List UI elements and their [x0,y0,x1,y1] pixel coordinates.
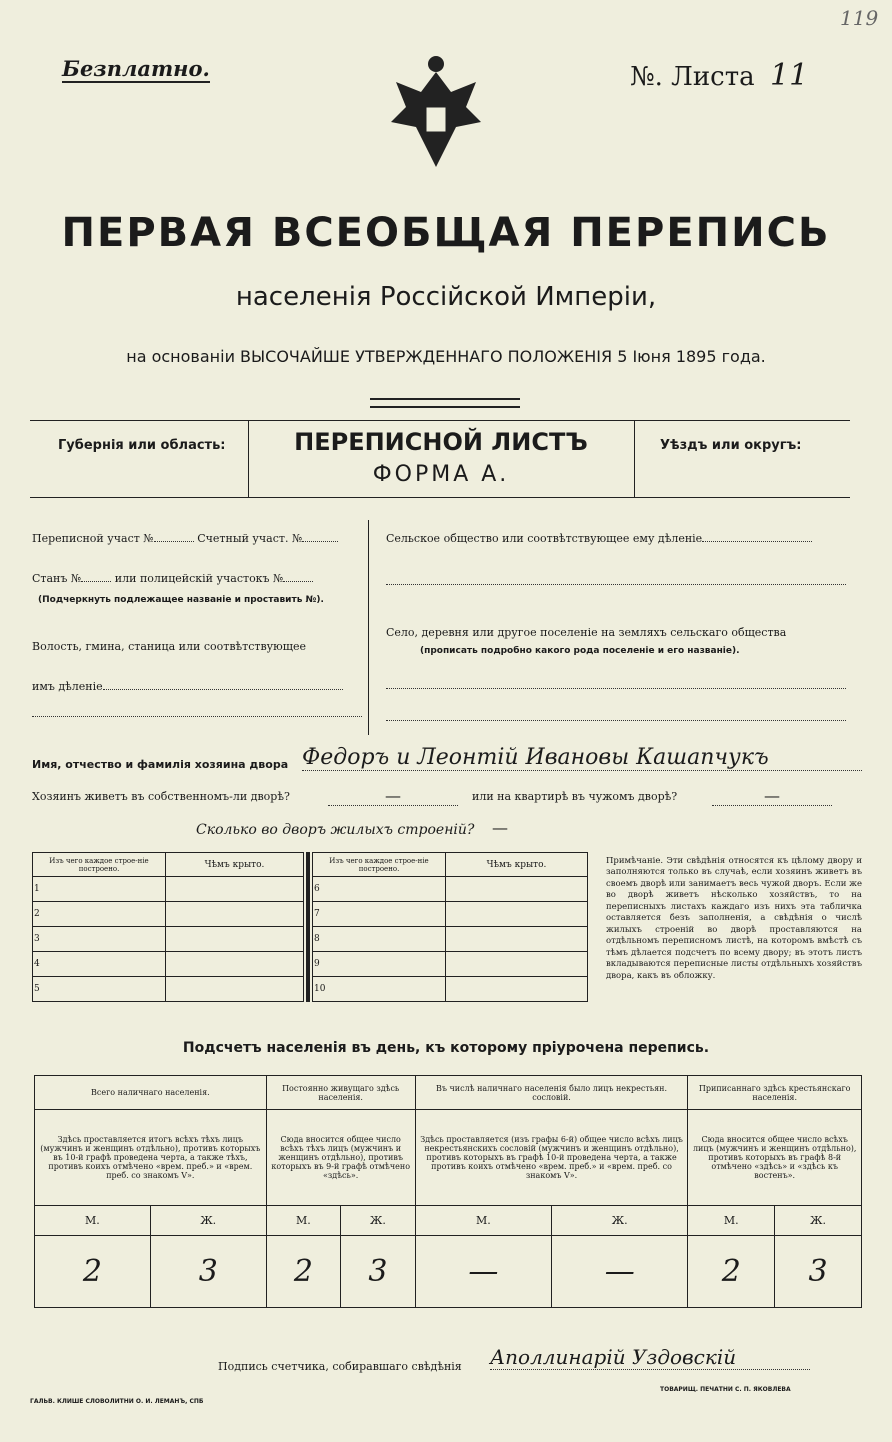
zh-label: Ж. [341,1206,416,1236]
row-number: 9 [314,959,320,969]
row-5[interactable] [33,977,166,1002]
count-header-nonpeasant: Въ числѣ наличнаго населенія было лицъ некрестьян. сословій. [415,1076,688,1110]
owner-value[interactable]: Федоръ и Леонтiй Ивановы Кашапчукъ [302,745,862,771]
row-6[interactable] [313,877,446,902]
volost-field [32,680,362,693]
zh-label: Ж. [775,1206,862,1236]
owner-label: Имя, отчество и фамилія хозяина двора [32,758,289,771]
count-header-resident: Постоянно живущаго здѣсь населенія. [266,1076,415,1110]
row-number: 10 [314,984,326,994]
value-peasant-m[interactable]: 2 [688,1236,775,1308]
row-number: 7 [314,909,320,919]
count-table [34,1075,862,1308]
footer-left: ГАЛЬВ. КЛИШЕ СЛОВОЛИТНИ О. И. ЛЕМАНЪ, СПБ [30,1398,204,1405]
m-label: М. [688,1206,775,1236]
buildings-question: Сколько во дворъ жилыхъ строеній? [196,822,475,838]
police-label: или полицейскій участокъ № [114,572,284,585]
form-name: ФОРМА А. [372,462,510,487]
count-header-peasant: Приписаннаго здѣсь крестьянскаго населенія. [688,1076,862,1110]
signature-value[interactable]: Аполлинарiй Уздовскiй [490,1345,810,1370]
row-8[interactable] [313,927,446,952]
row-roof[interactable] [446,952,588,977]
guberniya-label: Губернія или область: [58,438,226,453]
sheet-label: №. Листа [630,62,755,92]
row-7[interactable] [313,902,446,927]
col-roof-left: Чѣмъ крыто. [166,853,304,877]
row-3[interactable] [33,927,166,952]
free-label: Безплатно. [62,56,210,81]
village-label: Село, деревня или другое поселеніе на земляхъ сельскаго общества [386,626,787,639]
buildings-table-left [32,852,304,1002]
value-resident-zh[interactable]: 3 [341,1236,416,1308]
row-roof[interactable] [446,877,588,902]
lives-label: Хозяинъ живетъ въ собственномъ-ли дворѣ? [32,790,290,803]
society-label: Сельское общество или соотвѣтствующее ему дѣленіе [386,532,703,545]
uezd-label: Уѣздъ или округъ: [660,438,802,453]
row-roof[interactable] [166,977,304,1002]
page-subtitle: населенія Россійской Имперіи, [235,282,657,312]
col-built-left: Изъ чего каждое строе-ніе построено. [33,853,166,877]
row-roof[interactable] [166,952,304,977]
society-field [386,532,846,545]
col-built-right: Изъ чего каждое строе-ніе построено. [313,853,446,877]
uchastok-blank[interactable] [154,541,194,542]
village-blank-1[interactable] [386,688,846,689]
society-blank[interactable] [702,541,812,542]
count-header-total: Всего наличнаго населенія. [35,1076,267,1110]
footer-right: ТОВАРИЩ. ПЕЧАТНИ С. П. ЯКОВЛЕВА [660,1386,791,1393]
row-roof[interactable] [166,877,304,902]
count-desc-peasant: Сюда вносится общее число всѣхъ лицъ (мужчинъ и женщинъ отдѣльно), противъ которыхъ въ графѣ 8-й отмѣчено «здѣсь» и «здѣсь къ востенъ». [688,1110,862,1206]
volost-blank-2[interactable] [32,716,362,717]
m-label: М. [35,1206,151,1236]
count-desc-nonpeasant: Здѣсь проставляется (изъ графы 6-й) общее число всѣхъ лицъ некрестьянскихъ сословій (мужчинъ и женщинъ отдѣльно), противъ которыхъ въ графѣ 10-й проведена черта, а также противъ коихъ отмѣчено «врем. преб.» и «врем. преб. со знакомъ V». [415,1110,688,1206]
row-2[interactable] [33,902,166,927]
sheet-number: 11 [770,58,809,93]
stan-field [32,572,362,585]
underline-note: (Подчеркнуть подлежащее названіе и проставить №). [38,595,324,605]
row-number: 8 [314,934,320,944]
lives-value[interactable]: — [328,786,458,806]
zh-label: Ж. [150,1206,266,1236]
schetny-label: Счетный участ. № [197,532,303,545]
col-roof-right: Чѣмъ крыто. [446,853,588,877]
rent-label: или на квартирѣ въ чужомъ дворѣ? [472,790,678,803]
corner-mark: 119 [840,6,879,30]
village-note: (прописать подробно какого рода поселеніе и его названіе). [420,646,740,656]
m-label: М. [415,1206,551,1236]
sheet-title: ПЕРЕПИСНОЙ ЛИСТЪ [294,428,588,456]
basis-text: на основаніи ВЫСОЧАЙШЕ УТВЕРЖДЕННАГО ПОЛОЖЕНІЯ 5 Іюня 1895 года. [126,347,766,366]
count-title: Подсчетъ населенія въ день, къ которому пріурочена перепись. [182,1040,710,1056]
value-nonpeasant-m[interactable]: — [415,1236,551,1308]
row-roof[interactable] [446,927,588,952]
volost2-label: имъ дѣленіе [32,680,103,693]
buildings-answer[interactable]: — [492,818,508,837]
row-4[interactable] [33,952,166,977]
row-roof[interactable] [446,977,588,1002]
row-number: 4 [34,959,40,969]
row-10[interactable] [313,977,446,1002]
stan-blank[interactable] [81,581,111,582]
value-resident-m[interactable]: 2 [266,1236,340,1308]
police-blank[interactable] [283,581,313,582]
row-roof[interactable] [166,902,304,927]
rent-value[interactable]: — [712,786,832,806]
coat-of-arms-icon [376,52,496,172]
society-blank-2[interactable] [386,584,846,585]
volost-blank[interactable] [103,689,343,690]
buildings-table-right [312,852,588,1002]
value-total-m[interactable]: 2 [35,1236,151,1308]
stan-label: Станъ № [32,572,82,585]
note-text: Примѣчаніе. Эти свѣдѣнія относятся къ цѣлому двору и заполняются только въ случаѣ, если хозяинъ живетъ въ своемъ дворѣ или занимаетъ весь чужой дворъ. Если же во дворѣ живетъ нѣсколько хозяйствъ, то на переписныхъ листахъ каждаго изъ нихъ эта табличка оставляется безъ заполненія, а свѣдѣнія о числѣ жилыхъ строеній во дворѣ проставляются на отдѣльномъ переписномъ листѣ, на которомъ вмѣстѣ съ тѣмъ дѣлается подсчетъ по всему двору; въ этотъ листъ вкладываются переписные листы отдѣльныхъ хозяйствъ двора, какъ въ обложку. [606,856,862,981]
village-blank-2[interactable] [386,720,846,721]
value-total-zh[interactable]: 3 [150,1236,266,1308]
page-title: ПЕРВАЯ ВСЕОБЩАЯ ПЕРЕПИСЬ [61,210,831,256]
row-number: 1 [34,884,40,894]
zh-label: Ж. [552,1206,688,1236]
schetny-blank[interactable] [302,541,338,542]
row-number: 2 [34,909,40,919]
uchastok-field [32,532,362,545]
row-roof[interactable] [446,902,588,927]
value-peasant-zh[interactable]: 3 [775,1236,862,1308]
row-number: 6 [314,884,320,894]
row-roof[interactable] [166,927,304,952]
row-number: 3 [34,934,40,944]
uchastok-label: Переписной участ № [32,532,154,545]
count-desc-total: Здѣсь проставляется итогъ всѣхъ тѣхъ лицъ (мужчинъ и женщинъ отдѣльно), противъ которыхъ въ 10-й графѣ проведена черта, а также тѣхъ, противъ коихъ отмѣчено «врем. преб.» и «врем. преб. со знакомъ V». [35,1110,267,1206]
value-nonpeasant-zh[interactable]: — [552,1236,688,1308]
form-header-box [30,420,850,498]
row-1[interactable] [33,877,166,902]
row-number: 5 [34,984,40,994]
volost-label: Волость, гмина, станица или соотвѣтствующее [32,640,306,653]
m-label: М. [266,1206,340,1236]
row-9[interactable] [313,952,446,977]
count-desc-resident: Сюда вносится общее число всѣхъ тѣхъ лицъ (мужчинъ и женщинъ отдѣльно), противъ которыхъ въ 9-й графѣ отмѣчено «здѣсь». [266,1110,415,1206]
ornament-divider [370,398,520,408]
signature-label: Подпись счетчика, собиравшаго свѣдѣнія [218,1360,462,1373]
